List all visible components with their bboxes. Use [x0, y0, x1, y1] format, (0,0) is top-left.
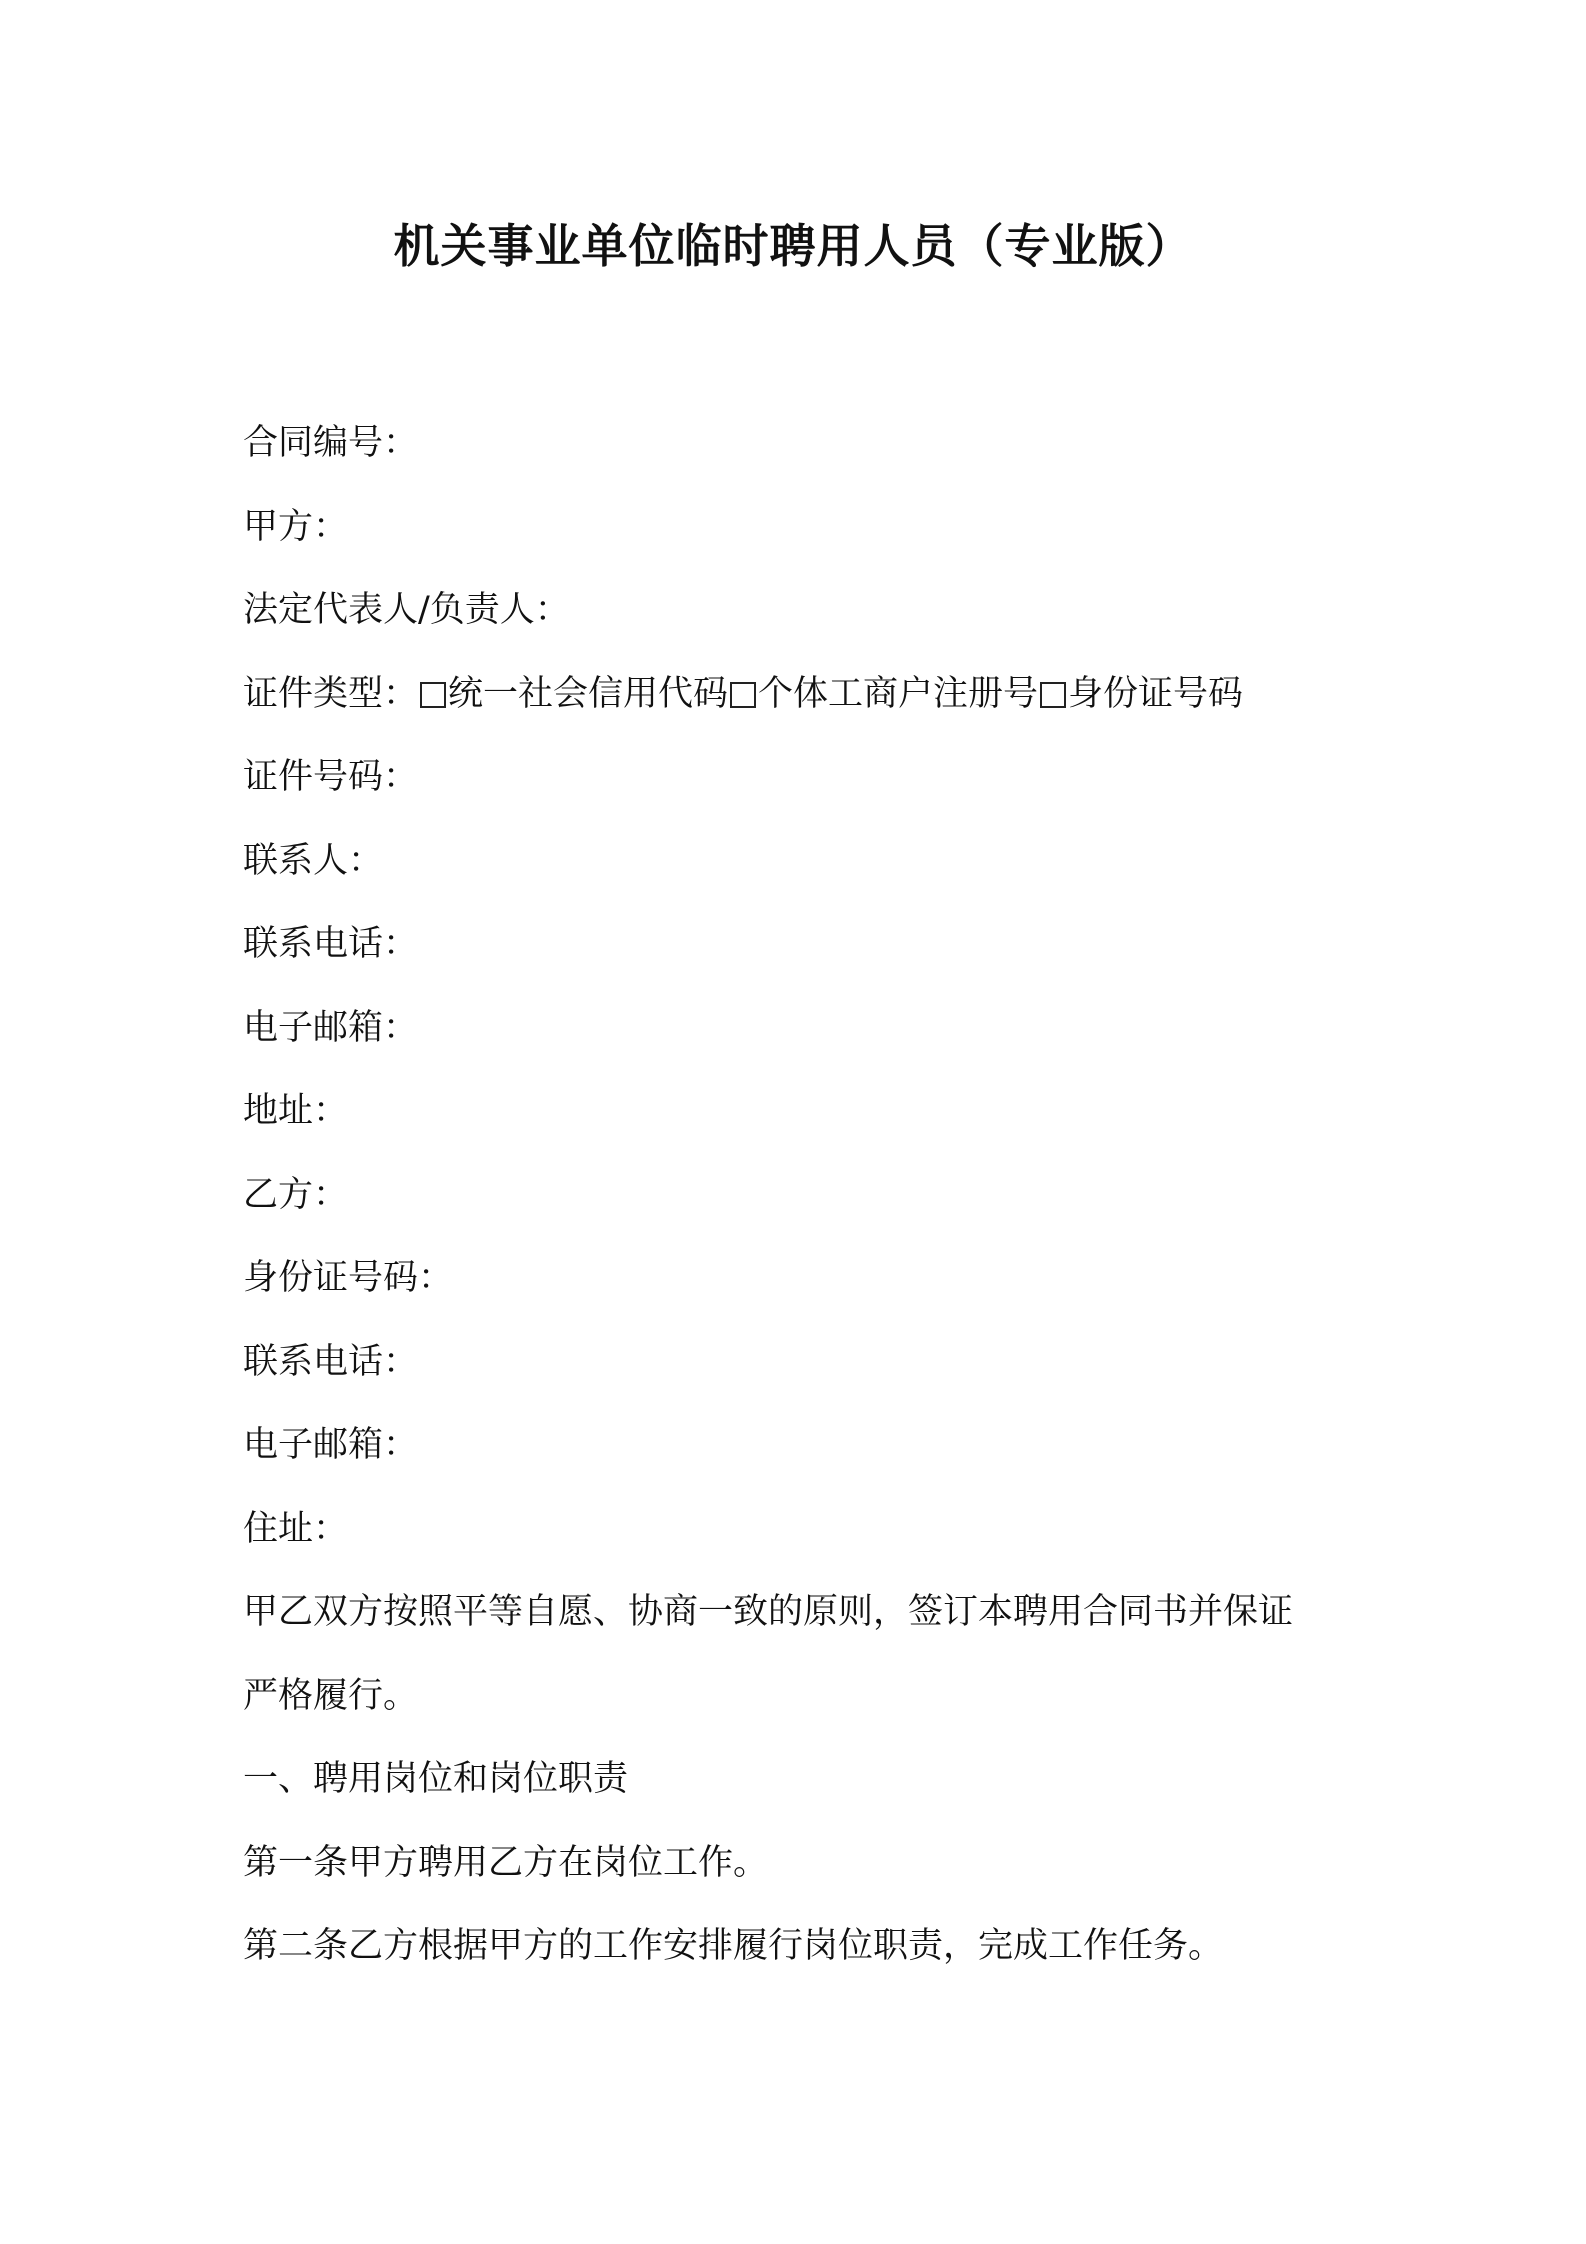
- document-body: [243, 402, 1363, 1989]
- option-credit-code: 统一社会信用代码: [448, 673, 729, 714]
- party-b-id-number-label: 身份证号码：: [243, 1258, 454, 1298]
- section-heading: 一、聘用岗位和岗位职责: [243, 1759, 629, 1799]
- party-b-label: 乙方：: [243, 1174, 349, 1215]
- checkbox-credit-code[interactable]: [420, 682, 446, 708]
- party-b-phone-label: 联系电话：: [243, 1341, 419, 1382]
- legal-representative-label: 法定代表人/负责人：: [243, 590, 570, 630]
- contact-person-label: 联系人：: [243, 840, 384, 881]
- party-a-phone-label: 联系电话：: [243, 924, 419, 964]
- document-title: 机关事业单位临时聘用人员（专业版）: [393, 219, 1193, 273]
- intro-paragraph-line-2: 严格履行。: [243, 1675, 419, 1716]
- id-type-line: [243, 653, 1363, 737]
- contract-number-label: 合同编号：: [243, 423, 419, 463]
- checkbox-business-registration[interactable]: [730, 682, 756, 708]
- id-number-label: 证件号码：: [243, 757, 419, 797]
- party-a-label: 甲方：: [243, 506, 349, 547]
- party-a-address-label: 地址：: [243, 1091, 349, 1131]
- article-2: 第二条乙方根据甲方的工作安排履行岗位职责，完成工作任务。: [243, 1926, 1224, 1966]
- article-1: 第一条甲方聘用乙方在岗位工作。: [243, 1842, 769, 1883]
- checkbox-id-card[interactable]: [1040, 682, 1066, 708]
- party-b-address-label: 住址：: [243, 1508, 349, 1549]
- party-a-email-label: 电子邮箱：: [243, 1007, 419, 1048]
- id-type-label: 证件类型：: [243, 673, 419, 714]
- option-business-registration: 个体工商户注册号: [758, 673, 1039, 714]
- intro-paragraph-line-1: 甲乙双方按照平等自愿、协商一致的原则，签订本聘用合同书并保证: [243, 1592, 1294, 1632]
- party-b-email-label: 电子邮箱：: [243, 1425, 419, 1465]
- option-id-card: 身份证号码: [1068, 673, 1244, 714]
